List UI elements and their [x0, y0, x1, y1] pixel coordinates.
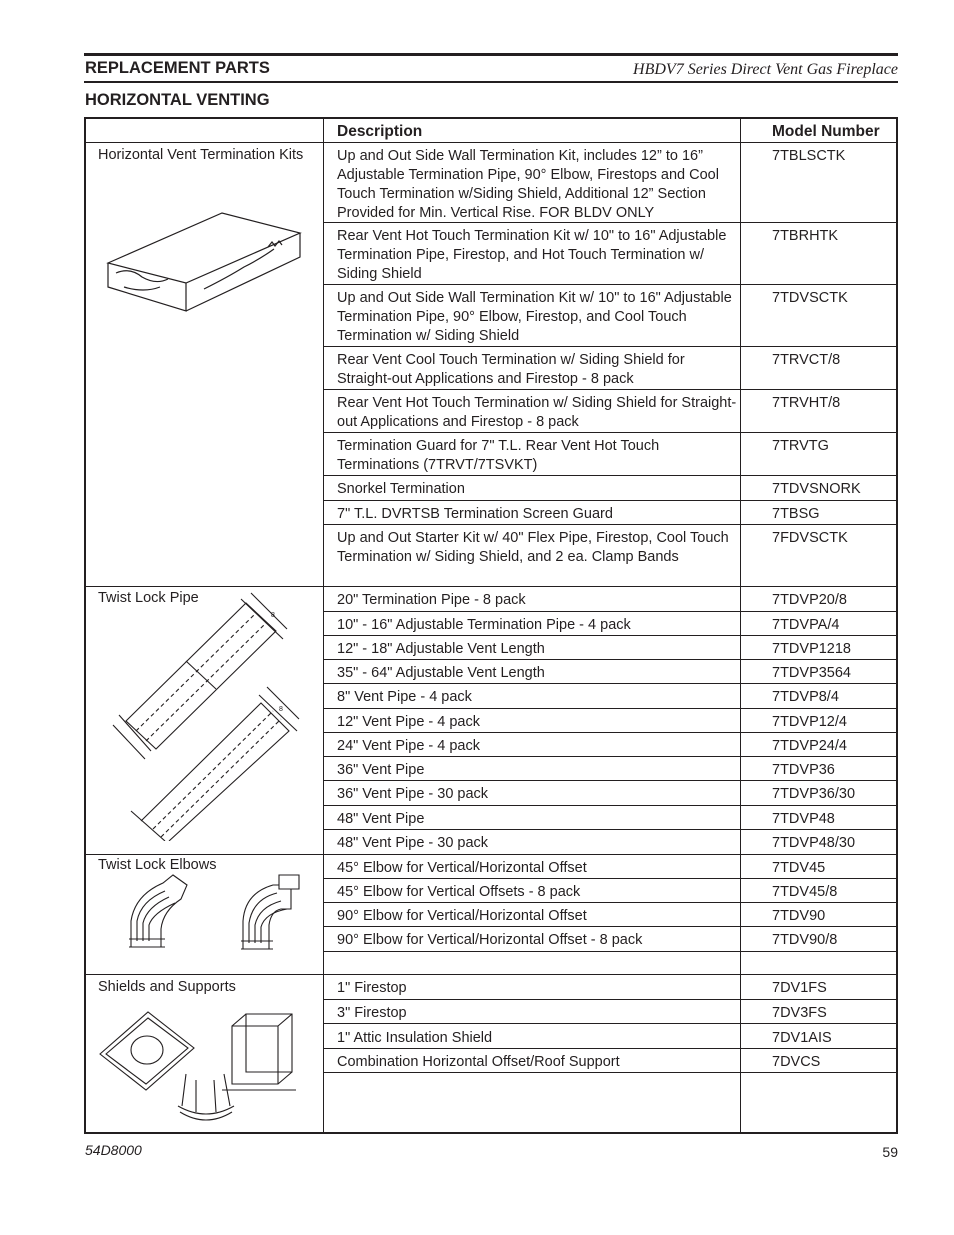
part-description: 36" Vent Pipe - 30 pack	[337, 786, 489, 802]
part-description: 45° Elbow for Vertical/Horizontal Offset	[337, 860, 587, 876]
column-divider	[323, 119, 324, 1132]
part-model-number: 7FDVSCTK	[772, 530, 848, 546]
row-divider	[323, 432, 896, 433]
row-divider	[323, 805, 896, 806]
row-divider	[323, 902, 896, 903]
part-model-number: 7TRVHT/8	[772, 395, 841, 411]
part-description: Termination Guard for 7" T.L. Rear Vent Hot Touch Terminations (7TRVT/7TSVKT)	[337, 438, 660, 473]
part-model-number: 7TDV45/8	[772, 884, 838, 900]
part-description: 35" - 64" Adjustable Vent Length	[337, 665, 545, 681]
header-rule	[84, 81, 898, 83]
row-divider	[323, 683, 896, 684]
column-divider	[740, 119, 741, 1132]
part-description: Up and Out Side Wall Termination Kit, includes 12” to 16” Adjustable Termination Pipe, 90° Elbow, Firestops and Cool Touch Termination w/Siding Shield, Additional 12” Section Provided for Min. Vertical Rise. FOR BLDV ONLY	[337, 148, 719, 221]
svg-text:8: 8	[279, 706, 283, 713]
row-divider	[323, 1048, 896, 1049]
row-divider	[323, 732, 896, 733]
part-model-number: 7TDVP48/30	[772, 835, 856, 851]
part-model-number: 7TDV90	[772, 908, 826, 924]
part-description: 90° Elbow for Vertical/Horizontal Offset - 8 pack	[337, 932, 643, 948]
part-model-number: 7TDV90/8	[772, 932, 838, 948]
row-divider	[323, 475, 896, 476]
header-product-title: HBDV7 Series Direct Vent Gas Fireplace	[633, 61, 898, 78]
part-description: Rear Vent Hot Touch Termination w/ Siding Shield for Straight-out Applications and Firestop - 8 pack	[337, 395, 737, 430]
category-label: Horizontal Vent Termination Kits	[98, 147, 304, 163]
row-divider	[323, 222, 896, 223]
part-model-number: 7DVCS	[772, 1054, 821, 1070]
part-model-number: 7TDVP36	[772, 762, 835, 778]
part-description: 48" Vent Pipe	[337, 811, 425, 827]
row-divider	[323, 284, 896, 285]
part-description: 8" Vent Pipe - 4 pack	[337, 689, 472, 705]
part-model-number: 7TRVCT/8	[772, 352, 841, 368]
row-divider	[323, 389, 896, 390]
category-label: Twist Lock Elbows	[98, 857, 217, 873]
row-divider	[323, 500, 896, 501]
row-divider	[323, 708, 896, 709]
part-model-number: 7TDVP12/4	[772, 714, 847, 730]
row-divider	[323, 999, 896, 1000]
row-divider	[323, 1072, 896, 1073]
category-label: Twist Lock Pipe	[98, 590, 199, 606]
row-divider	[323, 756, 896, 757]
row-divider	[323, 1023, 896, 1024]
parts-table	[84, 117, 898, 1134]
row-divider	[86, 586, 896, 587]
part-description: 12" Vent Pipe - 4 pack	[337, 714, 480, 730]
part-description: Combination Horizontal Offset/Roof Support	[337, 1054, 620, 1070]
part-model-number: 7DV1AIS	[772, 1030, 832, 1046]
part-description: 20" Termination Pipe - 8 pack	[337, 592, 526, 608]
part-description: 36" Vent Pipe	[337, 762, 425, 778]
description-header: Description	[337, 123, 423, 140]
row-divider	[323, 659, 896, 660]
part-model-number: 7TDVP3564	[772, 665, 851, 681]
part-model-number: 7TDVP8/4	[772, 689, 839, 705]
part-description: Snorkel Termination	[337, 481, 465, 497]
part-model-number: 7TDV45	[772, 860, 826, 876]
header-divider	[86, 142, 896, 143]
termination-kit-illustration	[104, 207, 304, 317]
shields-and-supports-illustration	[96, 994, 306, 1134]
row-divider	[323, 635, 896, 636]
row-divider	[323, 346, 896, 347]
part-model-number: 7TDVP24/4	[772, 738, 847, 754]
part-model-number: 7TDVP1218	[772, 641, 851, 657]
part-model-number: 7TBLSCTK	[772, 148, 846, 164]
part-description: 1" Firestop	[337, 980, 407, 996]
row-divider	[86, 974, 896, 975]
model-number-header: Model Number	[772, 123, 880, 140]
row-divider	[323, 926, 896, 927]
part-description: Up and Out Starter Kit w/ 40" Flex Pipe, Firestop, Cool Touch Termination w/ Siding Shield, and 2 ea. Clamp Bands	[337, 530, 729, 565]
twist-lock-elbows-illustration	[121, 869, 311, 951]
part-model-number: 7DV1FS	[772, 980, 827, 996]
part-description: 10" - 16" Adjustable Termination Pipe - 4 pack	[337, 617, 631, 633]
part-model-number: 7DV3FS	[772, 1005, 827, 1021]
part-model-number: 7TDVSNORK	[772, 481, 861, 497]
row-divider	[323, 780, 896, 781]
part-description: Rear Vent Hot Touch Termination Kit w/ 10" to 16" Adjustable Termination Pipe, Firestop, and Hot Touch Termination w/ Siding Shield	[337, 228, 727, 282]
header-section-title: REPLACEMENT PARTS	[85, 59, 270, 77]
row-divider	[323, 829, 896, 830]
part-model-number: 7TDVP48	[772, 811, 835, 827]
part-description: 48" Vent Pipe - 30 pack	[337, 835, 489, 851]
svg-text:8: 8	[271, 612, 275, 619]
row-divider	[323, 611, 896, 612]
page-number: 59	[882, 1144, 898, 1160]
part-description: 90° Elbow for Vertical/Horizontal Offset	[337, 908, 587, 924]
part-model-number: 7TDVSCTK	[772, 290, 848, 306]
row-divider	[323, 524, 896, 525]
twist-lock-pipe-illustration	[111, 591, 301, 841]
top-rule	[84, 53, 898, 56]
section-title: HORIZONTAL VENTING	[85, 91, 270, 109]
row-divider	[323, 951, 896, 952]
part-description: Up and Out Side Wall Termination Kit w/ 10" to 16" Adjustable Termination Pipe, 90° Elbow, Firestop, and Cool Touch Termination w/ Siding Shield	[337, 290, 732, 344]
part-description: Rear Vent Cool Touch Termination w/ Siding Shield for Straight-out Applications and Firestop - 8 pack	[337, 352, 685, 387]
row-divider	[323, 878, 896, 879]
part-description: 7" T.L. DVRTSB Termination Screen Guard	[337, 506, 613, 522]
part-description: 12" - 18" Adjustable Vent Length	[337, 641, 545, 657]
part-model-number: 7TDVP36/30	[772, 786, 856, 802]
part-model-number: 7TBSG	[772, 506, 820, 522]
part-model-number: 7TRVTG	[772, 438, 829, 454]
part-model-number: 7TDVPA/4	[772, 617, 840, 633]
row-divider	[86, 854, 896, 855]
document-number: 54D8000	[85, 1142, 142, 1158]
part-description: 1" Attic Insulation Shield	[337, 1030, 493, 1046]
part-model-number: 7TDVP20/8	[772, 592, 847, 608]
part-description: 24" Vent Pipe - 4 pack	[337, 738, 480, 754]
part-description: 45° Elbow for Vertical Offsets - 8 pack	[337, 884, 581, 900]
category-label: Shields and Supports	[98, 979, 236, 995]
part-model-number: 7TBRHTK	[772, 228, 839, 244]
part-description: 3" Firestop	[337, 1005, 407, 1021]
